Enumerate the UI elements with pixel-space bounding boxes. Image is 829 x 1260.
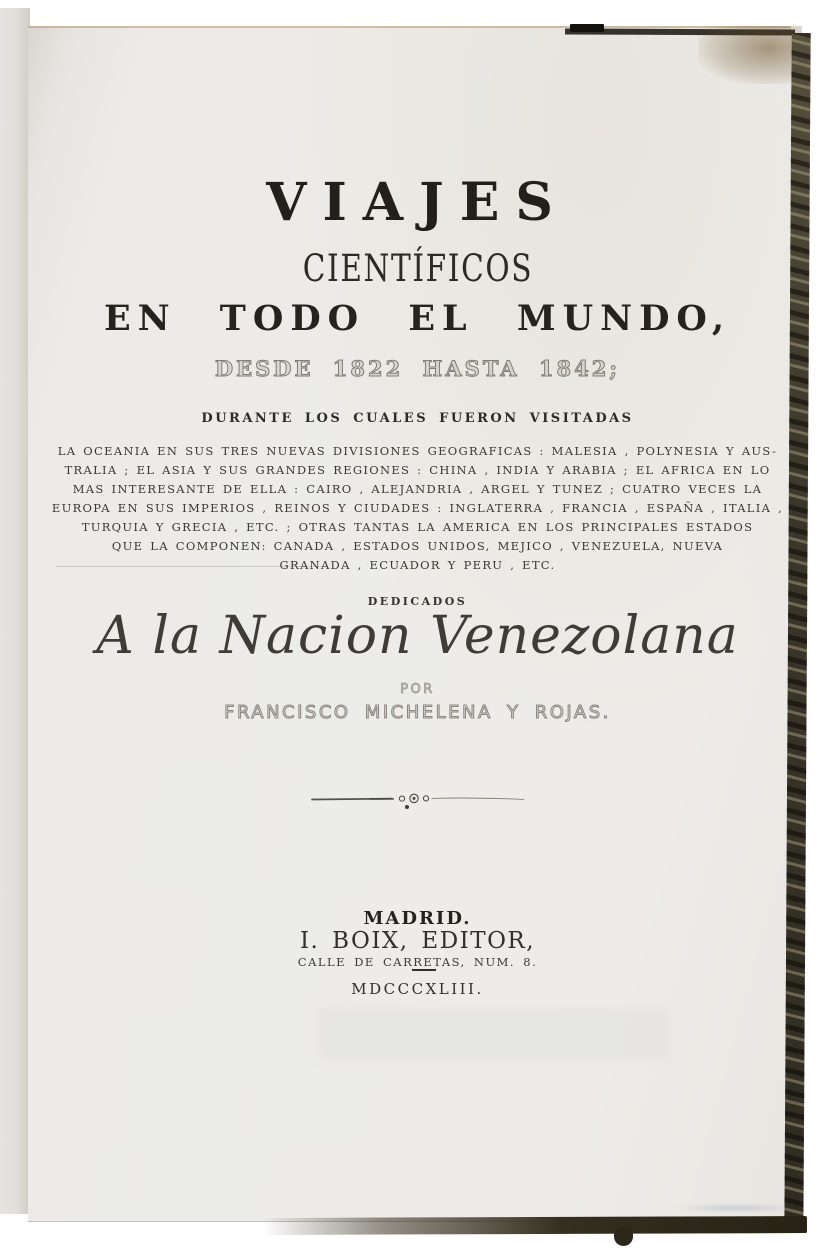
binding-top-tab bbox=[570, 24, 604, 32]
dedication-label: DEDICADOS bbox=[367, 595, 468, 608]
binding-board-bottom-edge bbox=[262, 1216, 807, 1235]
title-sub-text: CIENTÍFICOS bbox=[302, 247, 533, 290]
visited-heading: DURANTE LOS CUALES FUERON VISITADAS bbox=[201, 411, 634, 426]
description-line: TURQUIA Y GRECIA , ETC. ; OTRAS TANTAS LA AMERICA EN LOS PRINCIPALES ESTADOS bbox=[81, 520, 754, 534]
title-main: VIAJES bbox=[266, 172, 569, 233]
divider-ornament bbox=[36, 790, 799, 816]
description-line: QUE LA COMPONEN: CANADA , ESTADOS UNIDOS, MEJICO , VENEZUELA, NUEVA bbox=[111, 539, 724, 553]
date-range: DESDE 1822 HASTA 1842; bbox=[214, 356, 621, 381]
description-line: MAS INTERESANTE DE ELLA : CAIRO , ALEJANDRIA , ARGEL Y TUNEZ ; CUATRO VECES LA bbox=[72, 482, 763, 496]
imprint-city: MADRID. bbox=[363, 908, 472, 929]
ink-smudge bbox=[672, 1203, 802, 1213]
corner-stain bbox=[698, 26, 802, 84]
show-through-shadow bbox=[318, 1008, 668, 1060]
imprint-year: MDCCCXLIII. bbox=[351, 980, 484, 998]
description-line: EUROPA EN SUS IMPERIOS , REINOS Y CIUDADES : INGLATERRA , FRANCIA , ESPAÑA , ITALIA , bbox=[51, 501, 784, 515]
author-name: FRANCISCO MICHELENA Y ROJAS. bbox=[224, 702, 611, 723]
description-line: GRANADA , ECUADOR Y PERU , ETC. bbox=[279, 558, 556, 572]
imprint-address: CALLE DE CARRETAS, NUM. 8. bbox=[297, 955, 538, 969]
imprint-publisher: I. BOIX, EDITOR, bbox=[299, 928, 536, 954]
title-sub bbox=[36, 247, 799, 290]
description-line: LA OCEANIA EN SUS TRES NUEVAS DIVISIONES GEOGRAFICAS : MALESIA , POLYNESIA Y AUS- bbox=[57, 444, 778, 458]
title-line3: EN TODO EL MUNDO, bbox=[103, 298, 732, 339]
title-page bbox=[28, 26, 791, 1222]
show-through-rule bbox=[56, 566, 328, 567]
dedication-script: A la Nacion Venezolana bbox=[96, 606, 739, 666]
facing-page-edge bbox=[0, 8, 30, 1214]
center-ornament-icon bbox=[310, 790, 526, 812]
description-line: TRALIA ; EL ASIA Y SUS GRANDES REGIONES : CHINA , INDIA Y ARABIA ; EL AFRICA EN LO bbox=[64, 463, 771, 477]
imprint-rule bbox=[412, 969, 436, 971]
por-label: POR bbox=[400, 682, 435, 697]
binding-clasp-nub bbox=[614, 1227, 633, 1246]
